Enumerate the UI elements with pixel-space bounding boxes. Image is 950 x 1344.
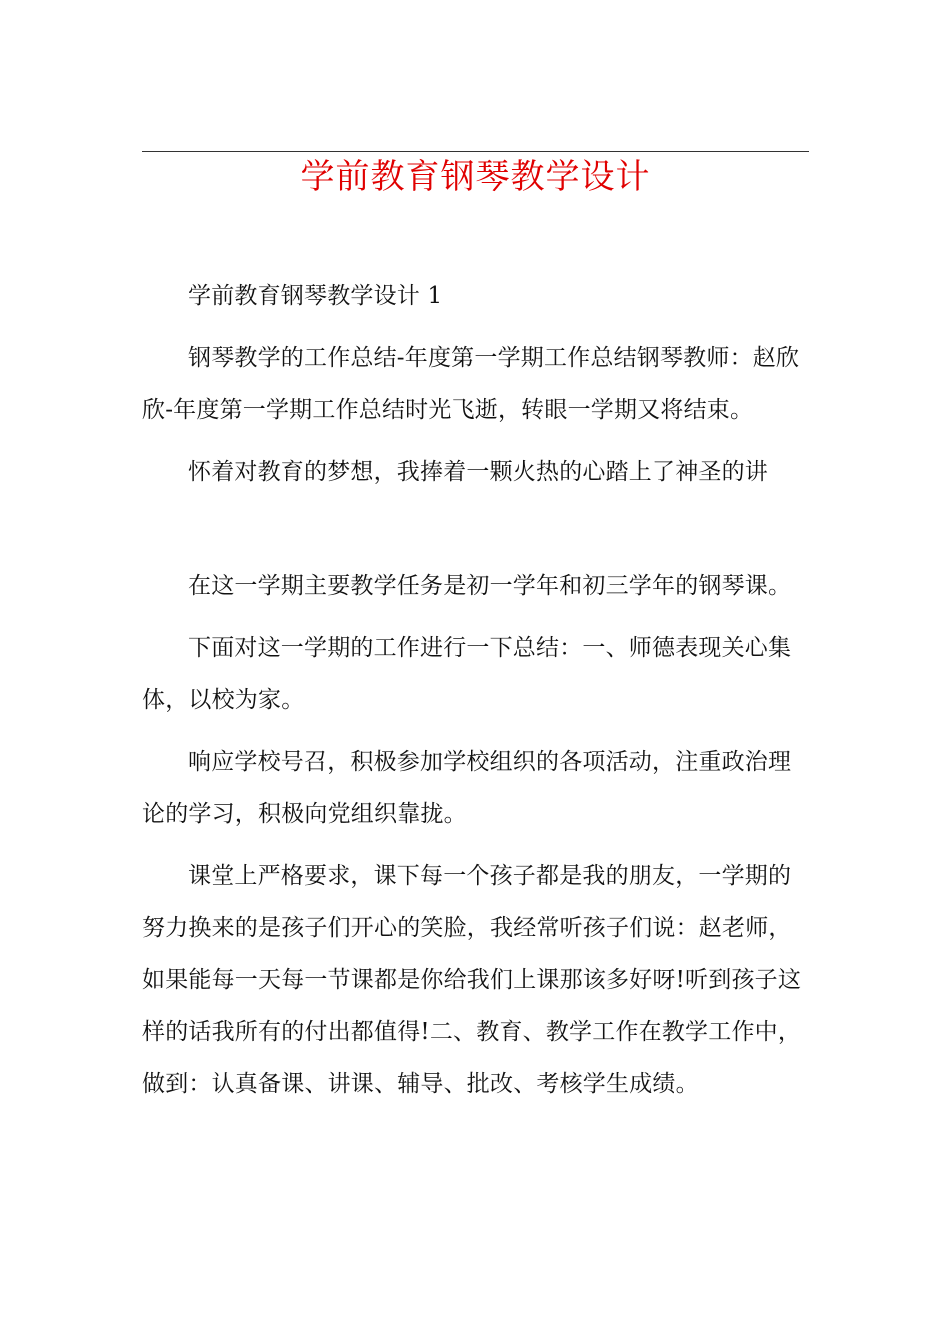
paragraph-2: 钢琴教学的工作总结-年度第一学期工作总结钢琴教师：赵欣欣-年度第一学期工作总结时光飞逝，转眼一学期又将结束。 [142,345,800,423]
paragraph-1: 学前教育钢琴教学设计 1 [188,283,443,309]
paragraph-5: 下面对这一学期的工作进行一下总结：一、师德表现关心集体，以校为家。 [142,635,792,713]
document-body [142,270,802,1110]
paragraph-4: 在这一学期主要教学任务是初一学年和初三学年的钢琴课。 [188,573,792,599]
paragraph-7: 课堂上严格要求，课下每一个孩子都是我的朋友，一学期的努力换来的是孩子们开心的笑脸，我经常听孩子们说：赵老师，如果能每一天每一节课都是你给我们上课那该多好呀!听到孩子这样的话我所有的付出都值得!二、教育、教学工作在教学工作中，做到：认真备课、讲课、辅导、批改、考核学生成绩。 [142,863,802,1097]
document-title: 学前教育钢琴教学设计 [300,157,651,197]
paragraph-6: 响应学校号召，积极参加学校组织的各项活动，注重政治理论的学习，积极向党组织靠拢。 [142,749,792,827]
paragraph-3: 怀着对教育的梦想，我捧着一颗火热的心踏上了神圣的讲 [188,459,768,485]
